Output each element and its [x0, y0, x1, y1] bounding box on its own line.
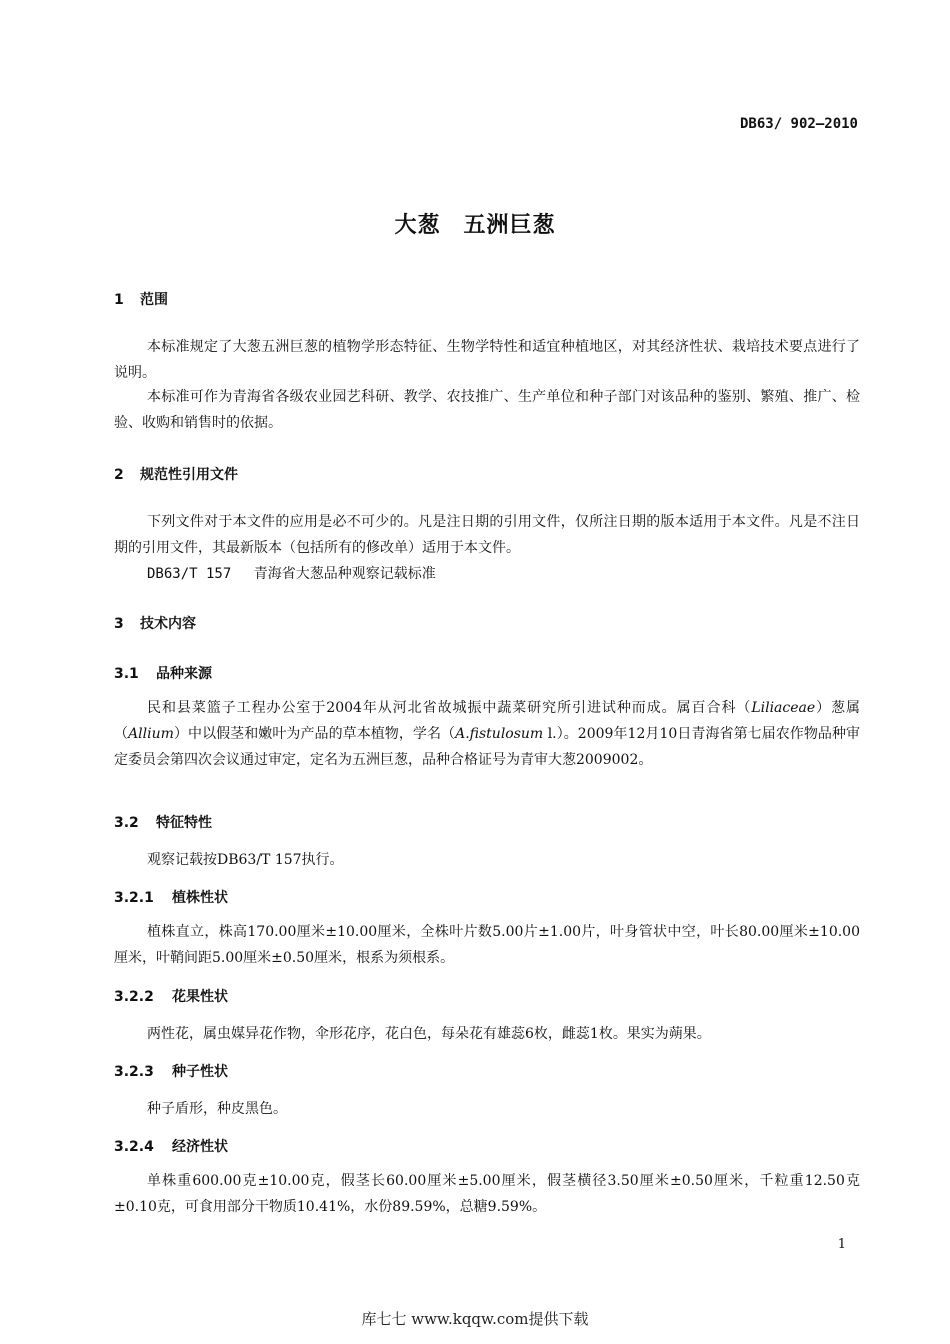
plant-traits-paragraph: 植株直立，株高170.00厘米±10.00厘米，全株叶片数5.00片±1.00片，叶身管状中空，叶长80.00厘米±10.00厘米，叶鞘间距5.00厘米±0.50厘米，根系为须根系。	[114, 924, 860, 966]
genus-latin-name: Allium	[128, 726, 174, 742]
subsection-heading-seed-traits: 3.2.3 种子性状	[114, 1064, 228, 1080]
characteristics-paragraph: 观察记载按DB63/T 157执行。	[147, 852, 344, 868]
section-heading-technical-content: 3 技术内容	[114, 616, 196, 632]
reference-entry	[147, 563, 436, 583]
seed-traits-paragraph: 种子盾形，种皮黑色。	[147, 1101, 287, 1117]
subsection-heading-plant-traits: 3.2.1 植株性状	[114, 890, 228, 906]
section-heading-normative-references: 2 规范性引用文件	[114, 467, 238, 483]
economic-traits-paragraph: 单株重600.00克±10.00克，假茎长60.00厘米±5.00厘米，假茎横径3.50厘米±0.50厘米，千粒重12.50克±0.10克，可食用部分干物质10.41%，水份89.59%，总糖9.59%。	[114, 1173, 860, 1215]
page-number: 1	[837, 1237, 846, 1252]
subsection-heading-characteristics: 3.2 特征特性	[114, 815, 212, 831]
section-heading-scope: 1 范围	[114, 292, 168, 308]
references-paragraph: 下列文件对于本文件的应用是必不可少的。凡是注日期的引用文件，仅所注日期的版本适用于本文件。凡是不注日期的引用文件，其最新版本（包括所有的修改单）适用于本文件。	[114, 514, 860, 556]
flower-fruit-paragraph: 两性花，属虫媒异花作物，伞形花序，花白色，每朵花有雄蕊6枚，雌蕊1枚。果实为蒴果。	[147, 1026, 711, 1042]
subsection-heading-variety-origin: 3.1 品种来源	[114, 666, 212, 682]
species-latin-name: A.fistulosum	[455, 726, 544, 742]
scope-paragraph-1: 本标准规定了大葱五洲巨葱的植物学形态特征、生物学特性和适宜种植地区，对其经济性状、栽培技术要点进行了说明。	[114, 339, 860, 381]
standard-number: DB63/ 902—2010	[739, 116, 858, 132]
family-latin-name: Liliaceae	[751, 700, 816, 716]
subsection-heading-flower-fruit-traits: 3.2.2 花果性状	[114, 989, 228, 1005]
reference-title: 青海省大葱品种观察记载标准	[253, 566, 436, 582]
scope-paragraph-2: 本标准可作为青海省各级农业园艺科研、教学、农技推广、生产单位和种子部门对该品种的鉴别、繁殖、推广、检验、收购和销售时的依据。	[114, 389, 860, 431]
subsection-heading-economic-traits: 3.2.4 经济性状	[114, 1139, 228, 1155]
variety-origin-paragraph: 民和县菜篮子工程办公室于2004年从河北省故城振中蔬菜研究所引进试种而成。属百合科（Liliaceae）葱属（Allium）中以假茎和嫩叶为产品的草本植物，学名（A.fistulosum l.）。2009年12月10日青海省第七届农作物品种审定委员会第四次会议通过审定，定名为五洲巨葱，品种合格证号为青审大葱2009002。	[114, 700, 861, 768]
reference-code: DB63/T 157	[147, 566, 232, 582]
page-title: 大葱 五洲巨葱	[394, 213, 556, 238]
download-source-footer: 库七七 www.kqqw.com提供下载	[361, 1310, 589, 1328]
